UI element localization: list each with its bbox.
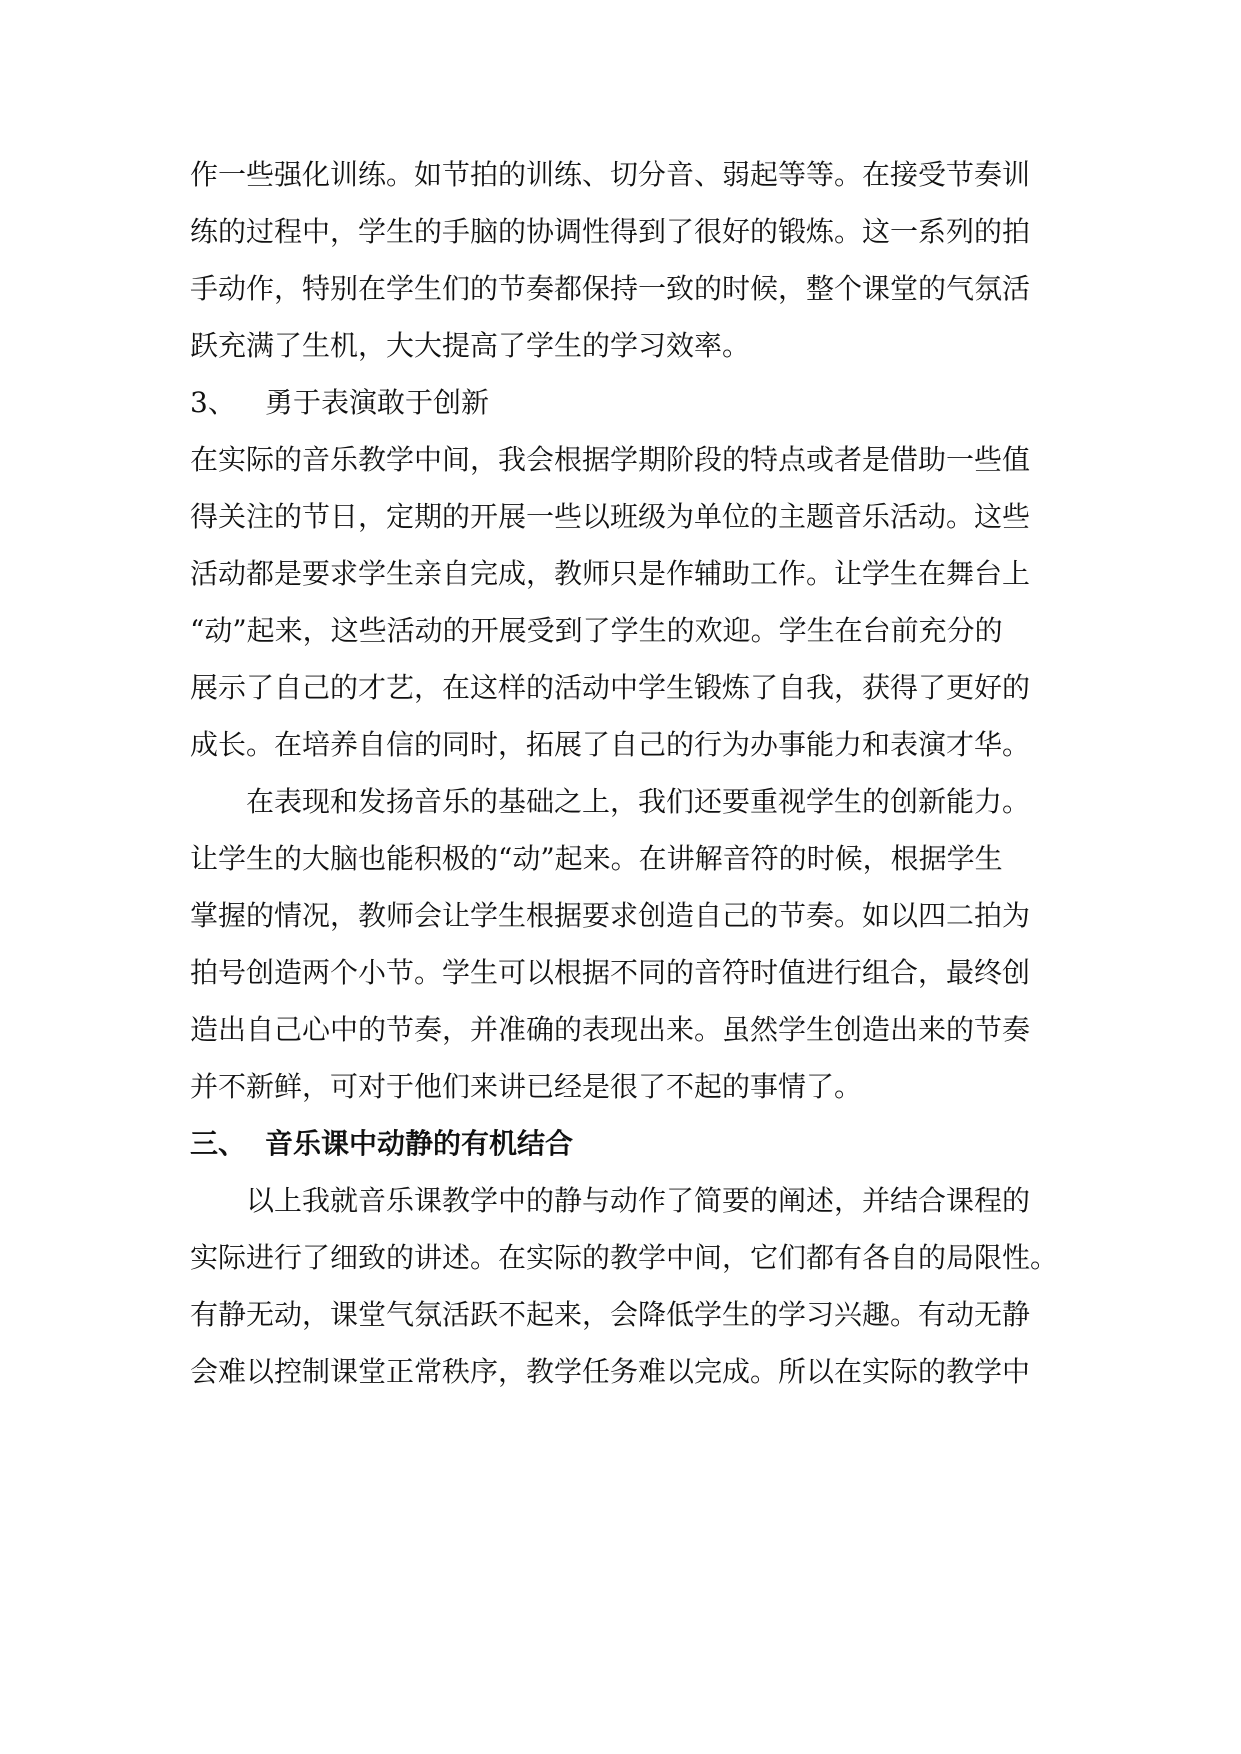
paragraph-line: 会难以控制课堂正常秩序，教学任务难以完成。所以在实际的教学中 [190,1355,1031,1388]
paragraph-line: 在表现和发扬音乐的基础之上，我们还要重视学生的创新能力。 [246,785,1031,818]
paragraph-line: 造出自己心中的节奏，并准确的表现出来。虽然学生创造出来的节奏 [190,1013,1031,1046]
section-title: 音乐课中动静的有机结合 [265,1127,574,1160]
paragraph-line: 实际进行了细致的讲述。在实际的教学中间，它们都有各自的局限性。 [190,1241,1059,1274]
paragraph-line: 练的过程中，学生的手脑的协调性得到了很好的锻炼。这一系列的拍 [190,215,1031,248]
paragraph-line: 得关注的节日，定期的开展一些以班级为单位的主题音乐活动。这些 [190,500,1031,533]
paragraph-line: 活动都是要求学生亲自完成，教师只是作辅助工作。让学生在舞台上 [190,557,1031,590]
paragraph-line: 跃充满了生机，大大提高了学生的学习效率。 [190,329,751,362]
paragraph-line: 作一些强化训练。如节拍的训练、切分音、弱起等等。在接受节奏训 [190,158,1031,191]
section-number: 三、 [190,1127,247,1160]
paragraph-line: 展示了自己的才艺，在这样的活动中学生锻炼了自我，获得了更好的 [190,671,1031,704]
paragraph-line: 拍号创造两个小节。学生可以根据不同的音符时值进行组合，最终创 [190,956,1031,989]
paragraph-line: 手动作，特别在学生们的节奏都保持一致的时候，整个课堂的气氛活 [190,272,1031,305]
paragraph-line: 以上我就音乐课教学中的静与动作了简要的阐述，并结合课程的 [246,1184,1031,1217]
paragraph-line: 掌握的情况，教师会让学生根据要求创造自己的节奏。如以四二拍为 [190,899,1031,932]
list-item-number: 3、 [190,386,236,419]
list-item-title: 勇于表演敢于创新 [265,386,490,419]
paragraph-line: 在实际的音乐教学中间，我会根据学期阶段的特点或者是借助一些值 [190,443,1031,476]
paragraph-line: 成长。在培养自信的同时，拓展了自己的行为办事能力和表演才华。 [190,728,1031,761]
paragraph-line: 有静无动，课堂气氛活跃不起来，会降低学生的学习兴趣。有动无静 [190,1298,1031,1331]
section-heading [190,1119,573,1169]
paragraph-line: 并不新鲜，可对于他们来讲已经是很了不起的事情了。 [190,1070,863,1103]
list-item-heading [190,378,489,428]
paragraph-line: 让学生的大脑也能积极的“动”起来。在讲解音符的时候，根据学生 [190,842,1003,875]
paragraph-line: “动”起来，这些活动的开展受到了学生的欢迎。学生在台前充分的 [190,614,1003,647]
